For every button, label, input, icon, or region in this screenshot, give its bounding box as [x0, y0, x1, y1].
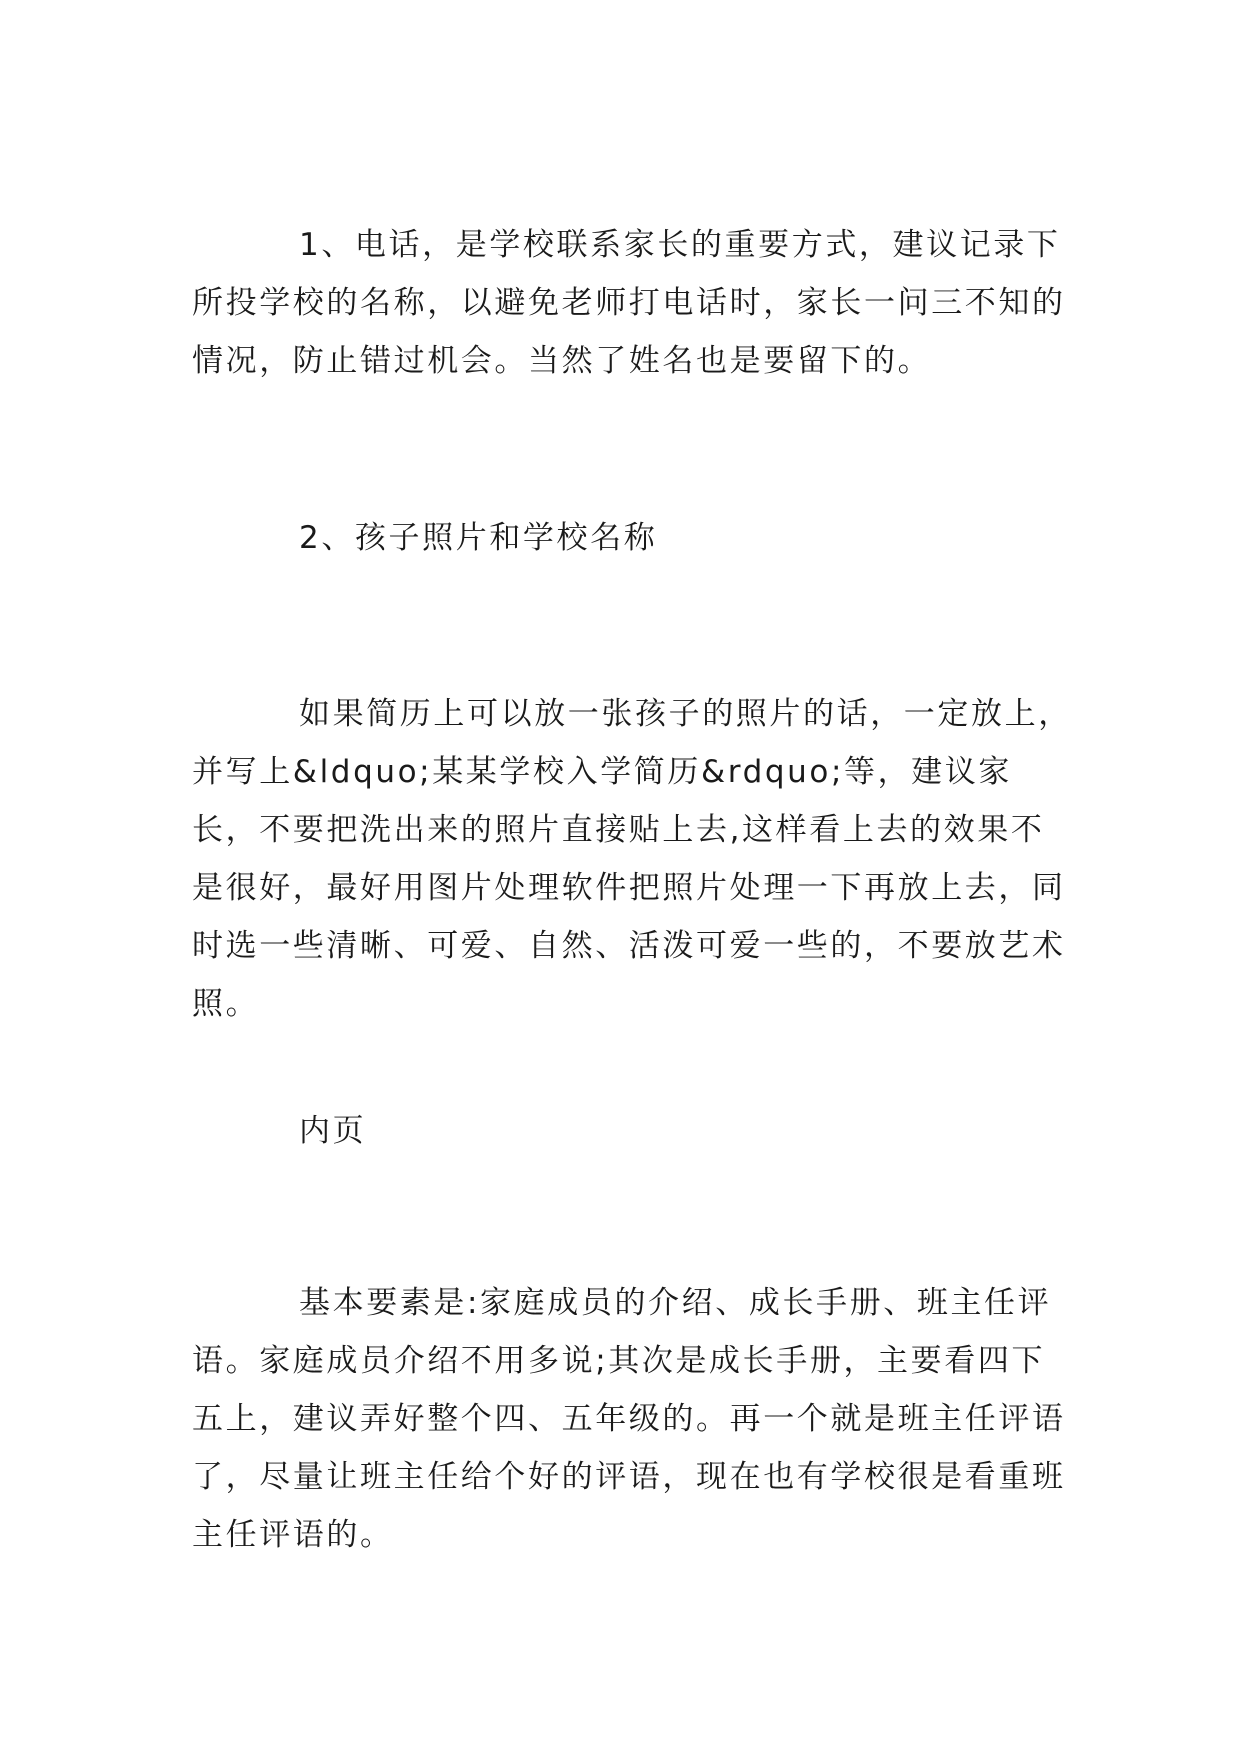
paragraph-inner-pages-heading: 内页	[299, 1113, 367, 1149]
paragraph-phone: 1、电话，是学校联系家长的重要方式，建议记录下所投学校的名称，以避免老师打电话时，家长一问三不知的情况，防止错过机会。当然了姓名也是要留下的。	[192, 227, 1066, 379]
paragraph-photo-heading: 2、孩子照片和学校名称	[299, 520, 658, 556]
paragraph-basic-elements: 基本要素是:家庭成员的介绍、成长手册、班主任评语。家庭成员介绍不用多说;其次是成长手册，主要看四下五上，建议弄好整个四、五年级的。再一个就是班主任评语了，尽量让班主任给个好的评语，现在也有学校很是看重班主任评语的。	[192, 1285, 1066, 1553]
paragraph-photo-advice: 如果简历上可以放一张孩子的照片的话，一定放上，并写上&ldquo;某某学校入学简历&rdquo;等，建议家长，不要把洗出来的照片直接贴上去,这样看上去的效果不是很好，最好用图片处理软件把照片处理一下再放上去，同时选一些清晰、可爱、自然、活泼可爱一些的，不要放艺术照。	[192, 696, 1072, 1022]
